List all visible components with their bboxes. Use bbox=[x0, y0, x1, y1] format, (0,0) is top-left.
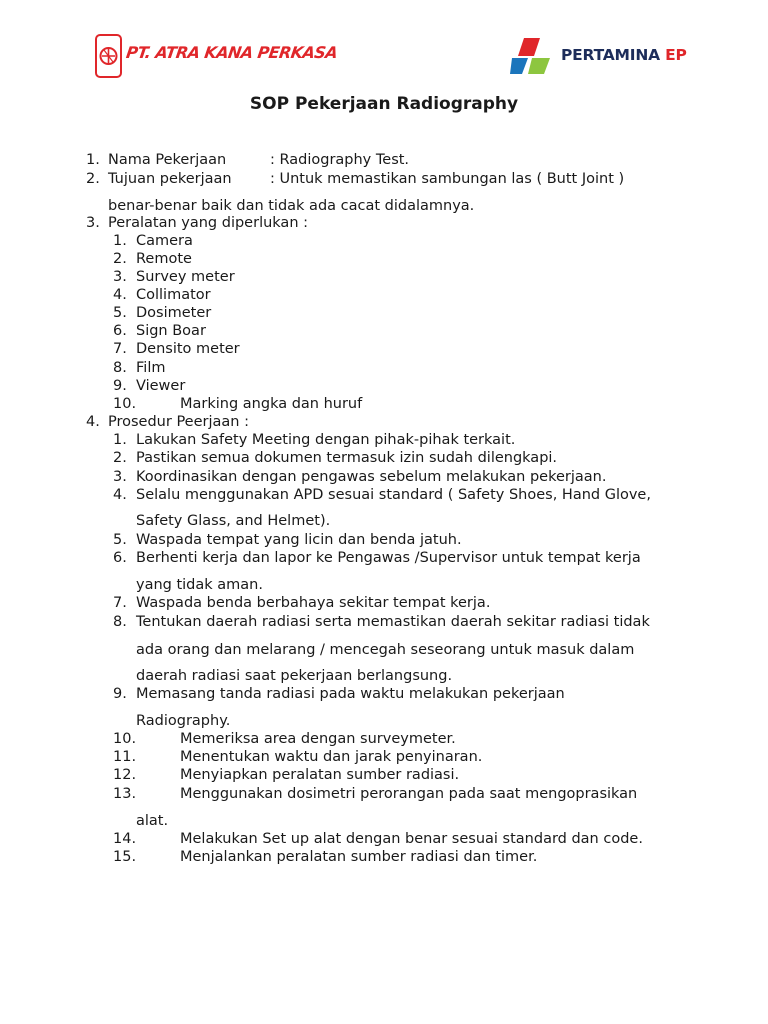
subitem-text: Survey meter bbox=[136, 269, 235, 285]
step-number: 10. bbox=[113, 731, 137, 747]
step-text: Berhenti kerja dan lapor ke Pengawas /Supervisor untuk tempat kerja bbox=[136, 550, 641, 566]
step-text: Waspada tempat yang licin dan benda jatuh. bbox=[136, 532, 462, 548]
atra-kana-perkasa-logo bbox=[95, 34, 339, 80]
item-label: Nama Pekerjaan bbox=[108, 152, 227, 168]
subitem-text: Viewer bbox=[136, 378, 186, 394]
page-title: SOP Pekerjaan Radiography bbox=[249, 94, 519, 114]
item-label: Prosedur Peerjaan : bbox=[108, 414, 249, 430]
step-number: 1. bbox=[113, 432, 127, 448]
subitem-text: Remote bbox=[136, 251, 192, 267]
item-label: Peralatan yang diperlukan : bbox=[108, 215, 308, 231]
step-text-continuation: ada orang dan melarang / mencegah seseorang untuk masuk dalam bbox=[136, 642, 635, 658]
step-text: Memasang tanda radiasi pada waktu melakukan pekerjaan bbox=[136, 686, 565, 702]
item-number: 4. bbox=[86, 414, 100, 430]
step-text: Lakukan Safety Meeting dengan pihak-pihak terkait. bbox=[136, 432, 516, 448]
step-number: 9. bbox=[113, 686, 127, 702]
step-text: Menggunakan dosimetri perorangan pada saat mengoprasikan bbox=[180, 786, 638, 802]
item-number: 1. bbox=[86, 152, 100, 168]
step-number: 13. bbox=[113, 786, 137, 802]
subitem-number: 2. bbox=[113, 251, 127, 267]
step-text: Pastikan semua dokumen termasuk izin sudah dilengkapi. bbox=[136, 450, 558, 466]
step-number: 3. bbox=[113, 469, 127, 485]
subitem-number: 3. bbox=[113, 269, 127, 285]
step-text: Selalu menggunakan APD sesuai standard ( Safety Shoes, Hand Glove, bbox=[136, 487, 651, 503]
subitem-number: 8. bbox=[113, 360, 127, 376]
step-text-continuation: daerah radiasi saat pekerjaan berlangsung. bbox=[136, 668, 453, 684]
subitem-text: Collimator bbox=[136, 287, 211, 303]
step-text-continuation: Radiography. bbox=[136, 713, 231, 729]
step-number: 2. bbox=[113, 450, 127, 466]
subitem-number: 5. bbox=[113, 305, 127, 321]
subitem-number: 10. bbox=[113, 396, 137, 412]
step-text: Waspada benda berbahaya sekitar tempat kerja. bbox=[136, 595, 491, 611]
step-text-continuation: alat. bbox=[136, 813, 169, 829]
item-value: : Radiography Test. bbox=[270, 152, 410, 168]
item-number: 3. bbox=[86, 215, 100, 231]
subitem-number: 4. bbox=[113, 287, 127, 303]
subitem-text: Dosimeter bbox=[136, 305, 212, 321]
step-number: 11. bbox=[113, 749, 137, 765]
step-text-continuation: yang tidak aman. bbox=[136, 577, 263, 593]
step-number: 14. bbox=[113, 831, 137, 847]
right-logo-text: PERTAMINA EP bbox=[561, 46, 687, 64]
step-number: 7. bbox=[113, 595, 127, 611]
item-number: 2. bbox=[86, 171, 100, 187]
step-text: Menjalankan peralatan sumber radiasi dan timer. bbox=[180, 849, 538, 865]
item-value: : Untuk memastikan sambungan las ( Butt Joint ) bbox=[270, 171, 625, 187]
subitem-number: 9. bbox=[113, 378, 127, 394]
subitem-text: Sign Boar bbox=[136, 323, 206, 339]
subitem-text: Marking angka dan huruf bbox=[180, 396, 363, 412]
company-seal-icon bbox=[95, 34, 122, 78]
step-text: Tentukan daerah radiasi serta memastikan daerah sekitar radiasi tidak bbox=[136, 614, 650, 630]
item-continuation: benar-benar baik dan tidak ada cacat didalamnya. bbox=[108, 198, 475, 214]
left-logo-text: PT. ATRA KANA PERKASA bbox=[125, 43, 339, 62]
item-label: Tujuan pekerjaan bbox=[108, 171, 232, 187]
step-number: 6. bbox=[113, 550, 127, 566]
step-number: 12. bbox=[113, 767, 137, 783]
subitem-text: Camera bbox=[136, 233, 193, 249]
subitem-number: 6. bbox=[113, 323, 127, 339]
step-text: Menyiapkan peralatan sumber radiasi. bbox=[180, 767, 460, 783]
step-text-continuation: Safety Glass, and Helmet). bbox=[136, 513, 331, 529]
pertamina-mark-icon bbox=[510, 36, 556, 76]
step-text: Koordinasikan dengan pengawas sebelum melakukan pekerjaan. bbox=[136, 469, 607, 485]
subitem-text: Film bbox=[136, 360, 166, 376]
subitem-text: Densito meter bbox=[136, 341, 240, 357]
subitem-number: 7. bbox=[113, 341, 127, 357]
step-number: 15. bbox=[113, 849, 137, 865]
step-number: 8. bbox=[113, 614, 127, 630]
step-text: Menentukan waktu dan jarak penyinaran. bbox=[180, 749, 483, 765]
step-number: 4. bbox=[113, 487, 127, 503]
step-text: Melakukan Set up alat dengan benar sesuai standard dan code. bbox=[180, 831, 643, 847]
step-number: 5. bbox=[113, 532, 127, 548]
pertamina-ep-logo bbox=[510, 36, 687, 76]
step-text: Memeriksa area dengan surveymeter. bbox=[180, 731, 456, 747]
subitem-number: 1. bbox=[113, 233, 127, 249]
